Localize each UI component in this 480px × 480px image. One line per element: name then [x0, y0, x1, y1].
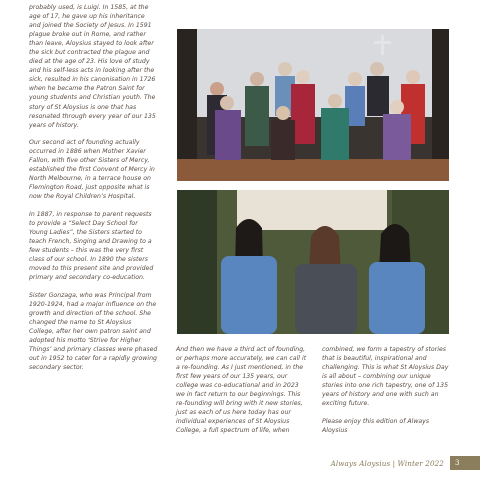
paragraph: Please enjoy this edition of Always Aloysius	[322, 417, 430, 434]
left-text-column	[29, 3, 158, 381]
group-photo-illustration	[177, 29, 449, 181]
paragraph: probably used, is Luigi. In 1585, at the age of 17, he gave up his inheritance and joined the Society of Jesus. In 1591 plague broke out in Rome, and rather than leave, Aloysius stayed to look after the sick but contracted the plague and died at the age of 23. His love of study and his self-less acts in looking after the sick, resulted in his canonisation in 1726 when he became the Patron Saint for young students and Christian youth. The story of St Aloysius is one that has resonated through every year of our 135 years of history.	[29, 4, 156, 129]
paragraph: In 1887, in response to parent requests to provide a “Select Day School for Young Ladies”, the Sisters started to teach French, Singing and Drawing to a few students – this was the very first class of our school. In 1890 the sisters moved to this present site and provided primary and secondary co-education.	[29, 210, 154, 282]
page-footer	[331, 456, 480, 470]
paragraph: Sister Gonzaga, who was Principal from 1920-1924, had a major influence on the growth and direction of the school. She changed the name to St Aloysius College, after her own patron saint and adopted his motto ‘Strive for Higher Things’ and primary classes were phased out in 1952 to cater for a rapidly growing secondary sector.	[29, 291, 158, 372]
paragraph: And then we have a third act of founding, or perhaps more accurately, we can call it a re-founding. As I just mentioned, in the first few years of our 135 years, our college was co-educational and in 2023 we in fact return to our beginnings. This re-founding will bring with it new stories, just as each of us here today has our individual experiences of St Aloysius College, a full spectrum of life, when	[176, 346, 307, 435]
staff-and-students-photo	[177, 190, 449, 334]
staff-and-students-illustration	[177, 190, 449, 334]
paragraph: combined, we form a tapestry of stories that is beautiful, inspirational and challenging. This is what St Aloysius Day is all about – combining our unique stories into one rich tapestry, one of 135 years of history and one with such an exciting future.	[322, 346, 449, 408]
paragraph: Our second act of founding actually occurred in 1886 when Mother Xavier Fallon, with five other Sisters of Mercy, established the first Convent of Mercy in North Melbourne, in a terrace house on Flemington Road, just opposite what is now the Royal Children’s Hospital.	[29, 139, 155, 201]
group-photo	[177, 29, 449, 181]
right-text-column	[322, 345, 453, 443]
publication-title: Always Aloysius | Winter 2022	[330, 458, 444, 468]
middle-text-column	[176, 345, 307, 444]
page-number-badge: 3	[450, 456, 480, 470]
